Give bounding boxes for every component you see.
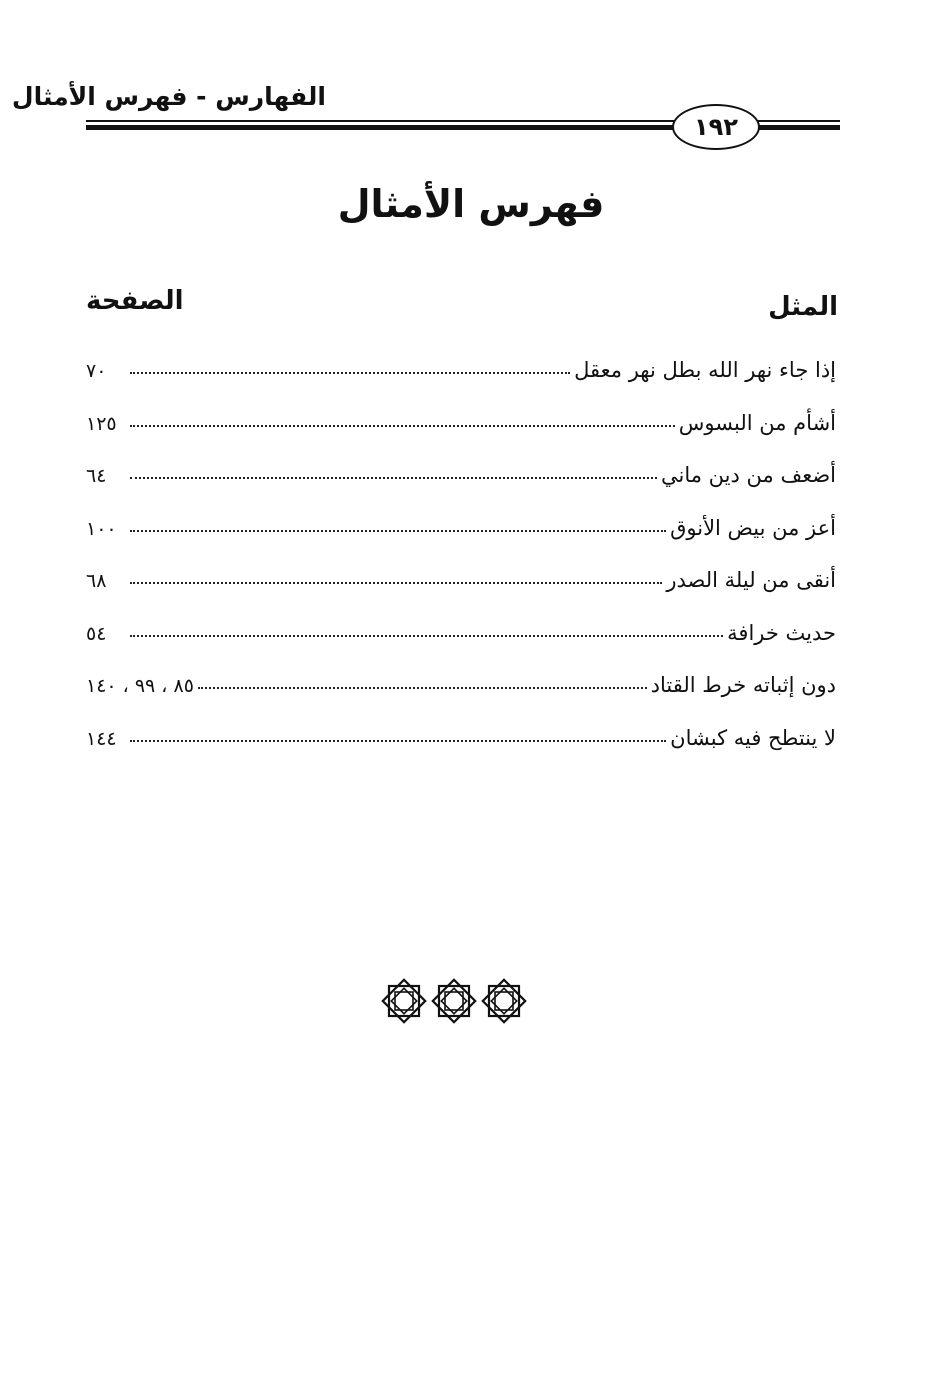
column-header-proverb: المثل [768,292,838,322]
dot-leader [130,582,662,584]
page-reference: ٨٥ ، ٩٩ ، ١٤٠ [86,675,194,697]
column-header-page: الصفحة [86,286,184,316]
proverb-text: أعز من بيض الأنوق [670,515,836,540]
proverb-text: أنقى من ليلة الصدر [666,568,836,592]
running-title: الفهارس - فهرس الأمثال [11,82,326,111]
proverb-list [86,358,836,778]
proverb-text: أشأم من البسوس [678,410,836,435]
page-reference: ٧٠ [86,360,107,382]
dot-leader [130,530,666,532]
dot-leader [130,425,675,427]
dot-leader [130,477,657,479]
list-item [86,411,836,464]
list-item [86,463,836,516]
eight-pointed-star-icon [383,980,425,1022]
page-reference: ٦٨ [86,570,107,592]
index-title: فهرس الأمثال [337,182,605,226]
dot-leader [130,635,723,637]
page-reference: ٥٤ [86,622,107,645]
page-reference: ١٤٤ [86,727,117,750]
list-item [86,726,836,779]
list-item [86,358,836,411]
page-reference: ١٠٠ [86,517,117,540]
list-item [86,516,836,569]
dot-leader [130,372,570,374]
list-item [86,568,836,621]
proverb-text: إذا جاء نهر الله بطل نهر معقل [574,358,836,382]
proverb-text: دون إثباته خرط القتاد [650,673,836,697]
eight-pointed-star-icon [433,980,475,1022]
proverb-text: حديث خرافة [727,620,836,645]
dot-leader [130,740,666,742]
proverb-text: أضعف من دين ماني [661,463,836,487]
eight-pointed-star-icon [483,980,525,1022]
ornament-stars [380,976,528,1026]
page-reference: ٦٤ [86,465,107,487]
list-item [86,673,836,726]
page-reference: ١٢٥ [86,412,117,435]
list-item [86,621,836,674]
proverb-text: لا ينتطح فيه كبشان [670,725,836,750]
dot-leader [198,687,647,689]
page-number: ١٩٢ [672,104,760,150]
